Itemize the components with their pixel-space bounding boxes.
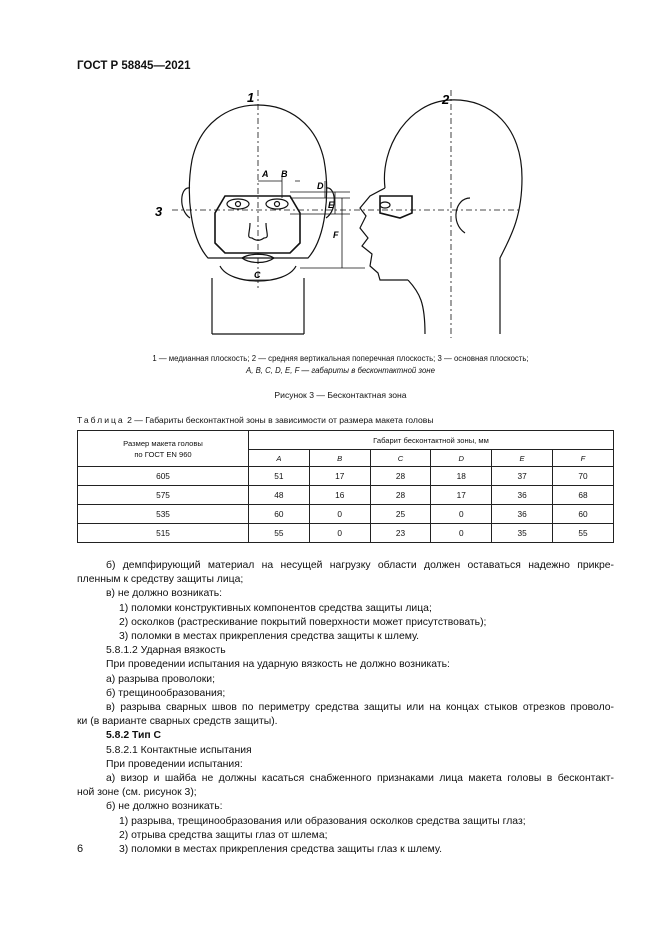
table-row: 515 55 0 23 0 35 55 xyxy=(78,524,614,543)
profile-ear xyxy=(456,198,470,233)
table-title-prefix: Таблица xyxy=(77,415,125,425)
dimensions-table xyxy=(77,430,614,543)
paragraph: 3) поломки в местах прикрепления средства защиты к шлему. xyxy=(119,631,420,643)
table-title-rest: 2 — Габариты бесконтактной зоны в зависимости от размера макета головы xyxy=(124,415,434,425)
paragraph: в) не должно возникать: xyxy=(106,588,223,600)
paragraph: 3) поломки в местах прикрепления средства защиты глаз к шлему. xyxy=(119,844,442,856)
col-head-a: A xyxy=(249,450,310,467)
paragraph: ной зоне (см. рисунок 3); xyxy=(77,787,197,799)
table-title xyxy=(77,415,434,425)
table-row: 535 60 0 25 0 36 60 xyxy=(78,505,614,524)
section-heading: 5.8.2.1 Контактные испытания xyxy=(106,744,252,756)
profile-neck xyxy=(408,280,425,334)
dim-label-e: E xyxy=(328,200,335,210)
figure-caption: Рисунок 3 — Бесконтактная зона xyxy=(274,390,407,400)
paragraph: б) не должно возникать: xyxy=(106,801,223,813)
paragraph: 1) поломки конструктивных компонентов средства защиты лица; xyxy=(119,602,432,614)
left-eye xyxy=(227,199,249,209)
col-head-f: F xyxy=(552,450,613,467)
paragraph: а) визор и шайба не должны касаться снабженного признаками лица макета головы в бесконтакт- xyxy=(106,773,614,785)
col-head-size: Размер макета головы по ГОСТ EN 960 xyxy=(78,431,249,467)
paragraph: 1) разрыва, трещинообразования или образования осколков средства защиты глаз; xyxy=(119,815,526,827)
paragraph: 2) отрыва средства защиты глаз от шлема; xyxy=(119,829,328,841)
paragraph: б) демпфирующий материал на несущей нагрузку области должен оставаться надежно прикре- xyxy=(106,560,614,571)
dimension-ab xyxy=(258,176,300,198)
paragraph: 2) осколков (растрескивание покрытий поверхности может присутствовать); xyxy=(119,616,487,628)
col-head-d: D xyxy=(431,450,492,467)
col-head-b: B xyxy=(309,450,370,467)
col-head-group: Габарит бесконтактной зоны, мм xyxy=(249,431,614,450)
document-header: ГОСТ Р 58845—2021 xyxy=(77,60,191,72)
paragraph: пленным к средству защиты лица; xyxy=(77,574,244,586)
figure-head-diagram xyxy=(150,88,550,346)
plane-label-3: 3 xyxy=(155,204,163,219)
plane-label-1: 1 xyxy=(247,90,255,105)
dim-label-a: A xyxy=(262,169,269,179)
right-eye xyxy=(266,199,288,209)
table-row: 575 48 16 28 17 36 68 xyxy=(78,486,614,505)
body-text xyxy=(77,559,614,857)
paragraph: а) разрыва проволоки; xyxy=(106,673,215,685)
paragraph: При проведении испытания: xyxy=(106,758,243,770)
col-head-e: E xyxy=(492,450,553,467)
figure-legend-line1: 1 — медианная плоскость; 2 — средняя вертикальная поперечная плоскость; 3 — основная плоскость; xyxy=(152,354,529,363)
dim-label-b: B xyxy=(281,169,288,179)
dim-label-c: C xyxy=(254,270,261,280)
col-head-c: C xyxy=(370,450,431,467)
section-heading: 5.8.1.2 Ударная вязкость xyxy=(106,645,226,657)
table-row: 605 51 17 28 18 37 70 xyxy=(78,467,614,486)
page-number: 6 xyxy=(77,843,84,855)
contact-free-zone-front xyxy=(215,196,300,253)
figure-legend-line2: A, B, C, D, E, F — габариты в бесконтактной зоне xyxy=(246,366,435,375)
dim-label-f: F xyxy=(333,230,339,240)
paragraph: При проведении испытания на ударную вязкость не должно возникать: xyxy=(106,659,450,671)
contact-free-zone-profile xyxy=(380,196,412,218)
plane-label-2: 2 xyxy=(442,92,450,107)
paragraph: ки (в варианте сварных средств защиты). xyxy=(77,716,278,728)
section-heading: 5.8.2 Тип С xyxy=(106,730,162,742)
paragraph: б) трещинообразования; xyxy=(106,687,226,699)
dim-label-d: D xyxy=(317,181,324,191)
profile-head-outline xyxy=(384,100,522,334)
paragraph: в) разрыва сварных швов по периметру средства защиты или на концах стыков отрезков проволо- xyxy=(106,702,614,714)
